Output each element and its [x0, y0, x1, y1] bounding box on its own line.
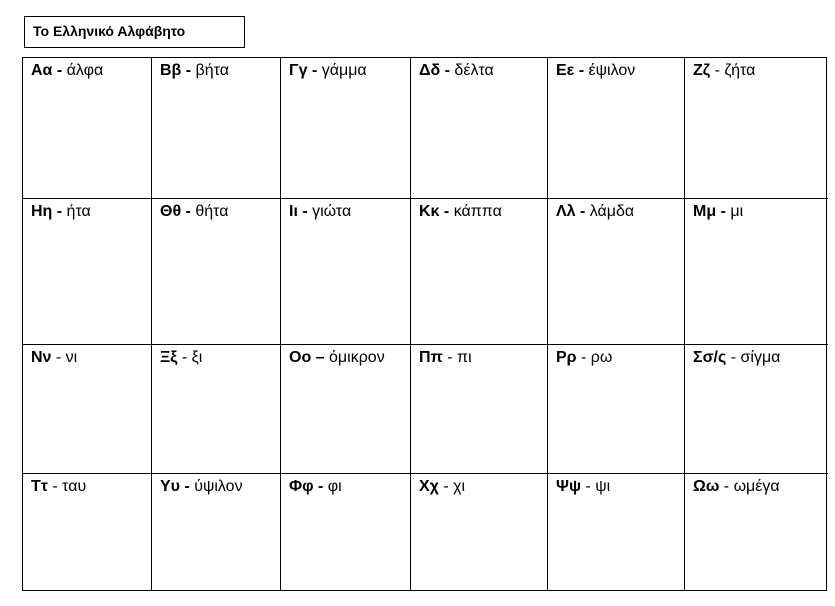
letter-pair: Νν	[31, 349, 52, 366]
alphabet-cell	[152, 345, 281, 474]
document-title	[24, 16, 245, 48]
alphabet-cell	[23, 474, 152, 590]
alphabet-cell	[281, 474, 411, 590]
letter-pair: Ρρ	[556, 349, 577, 366]
letter-name: ρω	[590, 349, 613, 366]
letter-pair: Ηη	[31, 203, 53, 220]
letter-separator: -	[438, 478, 454, 495]
letter-name: γιώτα	[312, 203, 352, 220]
letter-name: μι	[730, 203, 744, 220]
letter-name: ταυ	[62, 478, 87, 495]
letter-name: κάππα	[453, 203, 502, 220]
alphabet-cell	[548, 345, 685, 474]
letter-pair: Εε	[556, 62, 575, 79]
letter-pair: Γγ	[289, 62, 308, 79]
alphabet-cell	[152, 474, 281, 590]
letter-pair: Θθ	[160, 203, 182, 220]
letter-separator: -	[313, 478, 328, 495]
alphabet-cell	[411, 199, 548, 345]
letter-separator: -	[710, 62, 725, 79]
alphabet-cell	[152, 58, 281, 199]
letter-separator: -	[440, 62, 455, 79]
letter-pair: Ππ	[419, 349, 443, 366]
letter-separator: -	[726, 349, 741, 366]
alphabet-cell	[281, 199, 411, 345]
letter-separator: -	[574, 62, 589, 79]
letter-pair: Κκ	[419, 203, 440, 220]
alphabet-cell	[548, 474, 685, 590]
letter-name: ξι	[191, 349, 203, 366]
letter-pair: Ψψ	[556, 478, 581, 495]
letter-separator: -	[181, 203, 196, 220]
letter-name: χι	[453, 478, 466, 495]
letter-separator: -	[576, 349, 591, 366]
letter-separator: –	[311, 349, 330, 366]
letter-pair: Ωω	[693, 478, 720, 495]
letter-separator: -	[51, 349, 66, 366]
alphabet-cell	[411, 474, 548, 590]
alphabet-cell	[152, 199, 281, 345]
letter-name: νι	[65, 349, 78, 366]
letter-pair: Ζζ	[693, 62, 711, 79]
letter-pair: Ξξ	[160, 349, 178, 366]
alphabet-cell	[685, 345, 828, 474]
letter-pair: Φφ	[289, 478, 314, 495]
letter-name: βήτα	[195, 62, 229, 79]
letter-pair: Μμ	[693, 203, 717, 220]
alphabet-cell	[411, 345, 548, 474]
letter-separator: -	[716, 203, 731, 220]
alphabet-cell	[685, 199, 828, 345]
letter-name: έψιλον	[588, 62, 636, 79]
letter-separator: -	[439, 203, 454, 220]
alphabet-cell	[23, 199, 152, 345]
alphabet-cell	[685, 58, 828, 199]
letter-separator: -	[575, 203, 590, 220]
document-title-text: Το Ελληνικό Αλφάβητο	[33, 23, 186, 39]
alphabet-cell	[23, 345, 152, 474]
letter-name: ψι	[595, 478, 611, 495]
letter-separator: -	[719, 478, 734, 495]
letter-name: ωμέγα	[733, 478, 780, 495]
letter-pair: Υυ	[160, 478, 180, 495]
letter-name: φι	[327, 478, 342, 495]
letter-separator: -	[52, 203, 67, 220]
alphabet-cell	[548, 199, 685, 345]
letter-name: γάμμα	[321, 62, 367, 79]
letter-pair: Σσ/ς	[693, 349, 727, 366]
letter-name: δέλτα	[454, 62, 494, 79]
letter-separator: -	[179, 478, 195, 495]
letter-separator: -	[307, 62, 322, 79]
letter-separator: -	[181, 62, 196, 79]
alphabet-cell	[411, 58, 548, 199]
letter-name: ήτα	[66, 203, 91, 220]
letter-name: άλφα	[66, 62, 104, 79]
alphabet-cell	[281, 345, 411, 474]
letter-separator: -	[177, 349, 192, 366]
letter-pair: Ττ	[31, 478, 48, 495]
alphabet-cell	[281, 58, 411, 199]
letter-name: πι	[457, 349, 472, 366]
letter-name: όμικρον	[329, 349, 385, 366]
alphabet-cell	[23, 58, 152, 199]
letter-name: ζήτα	[724, 62, 756, 79]
letter-pair: Ββ	[160, 62, 182, 79]
letter-pair: Αα	[31, 62, 53, 79]
letter-separator: -	[297, 203, 313, 220]
letter-pair: Χχ	[419, 478, 439, 495]
letter-name: ύψιλον	[194, 478, 243, 495]
letter-separator: -	[442, 349, 458, 366]
letter-pair: Ιι	[289, 203, 298, 220]
alphabet-cell	[548, 58, 685, 199]
letter-name: θήτα	[195, 203, 229, 220]
letter-separator: -	[581, 478, 596, 495]
letter-pair: Δδ	[419, 62, 441, 79]
letter-name: σίγμα	[740, 349, 781, 366]
letter-separator: -	[47, 478, 63, 495]
letter-name: λάμδα	[589, 203, 635, 220]
letter-pair: Λλ	[556, 203, 576, 220]
alphabet-grid	[22, 57, 827, 591]
letter-pair: Οο	[289, 349, 312, 366]
letter-separator: -	[52, 62, 67, 79]
alphabet-cell	[685, 474, 828, 590]
